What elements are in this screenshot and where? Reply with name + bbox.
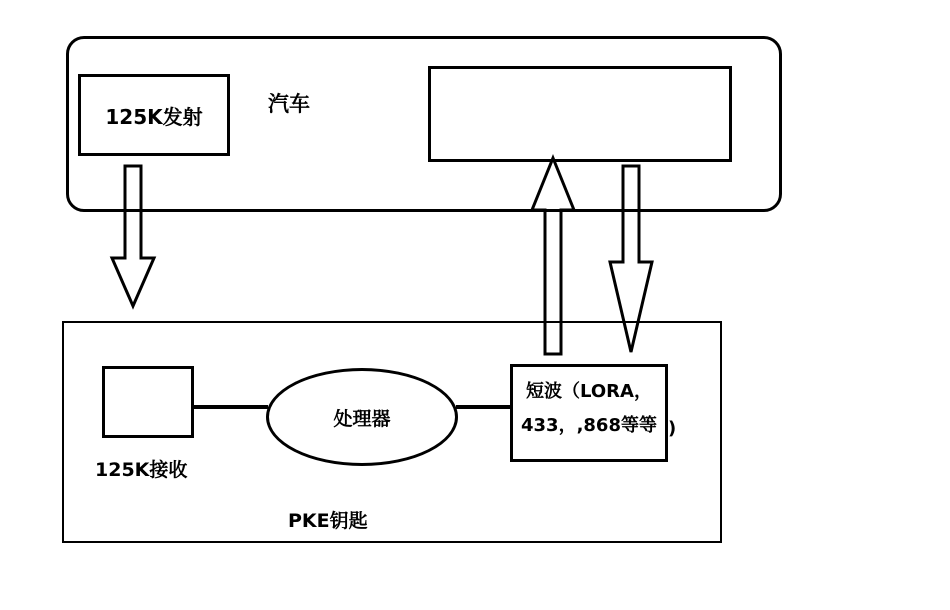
wire-receiver-to-processor <box>194 405 268 409</box>
car-receiver-box <box>428 66 732 162</box>
processor-label: 处理器 <box>333 407 391 430</box>
key-125k-receiver-box <box>102 366 194 438</box>
shortwave-label-line2: 433，,868等等 <box>521 415 657 437</box>
car-title: 汽车 <box>268 92 310 116</box>
key-125k-receiver-label: 125K接收 <box>95 459 188 481</box>
car-125k-transmitter-label: 125K发射 <box>105 104 203 129</box>
pke-key-title: PKE钥匙 <box>288 510 368 532</box>
car-125k-transmitter-box <box>78 74 230 156</box>
processor-ellipse <box>266 368 458 466</box>
shortwave-box <box>510 364 668 462</box>
shortwave-label-line1: 短波（LORA， <box>526 381 652 402</box>
wire-processor-to-shortwave <box>456 405 512 409</box>
shortwave-label-overflow: ) <box>668 418 677 439</box>
